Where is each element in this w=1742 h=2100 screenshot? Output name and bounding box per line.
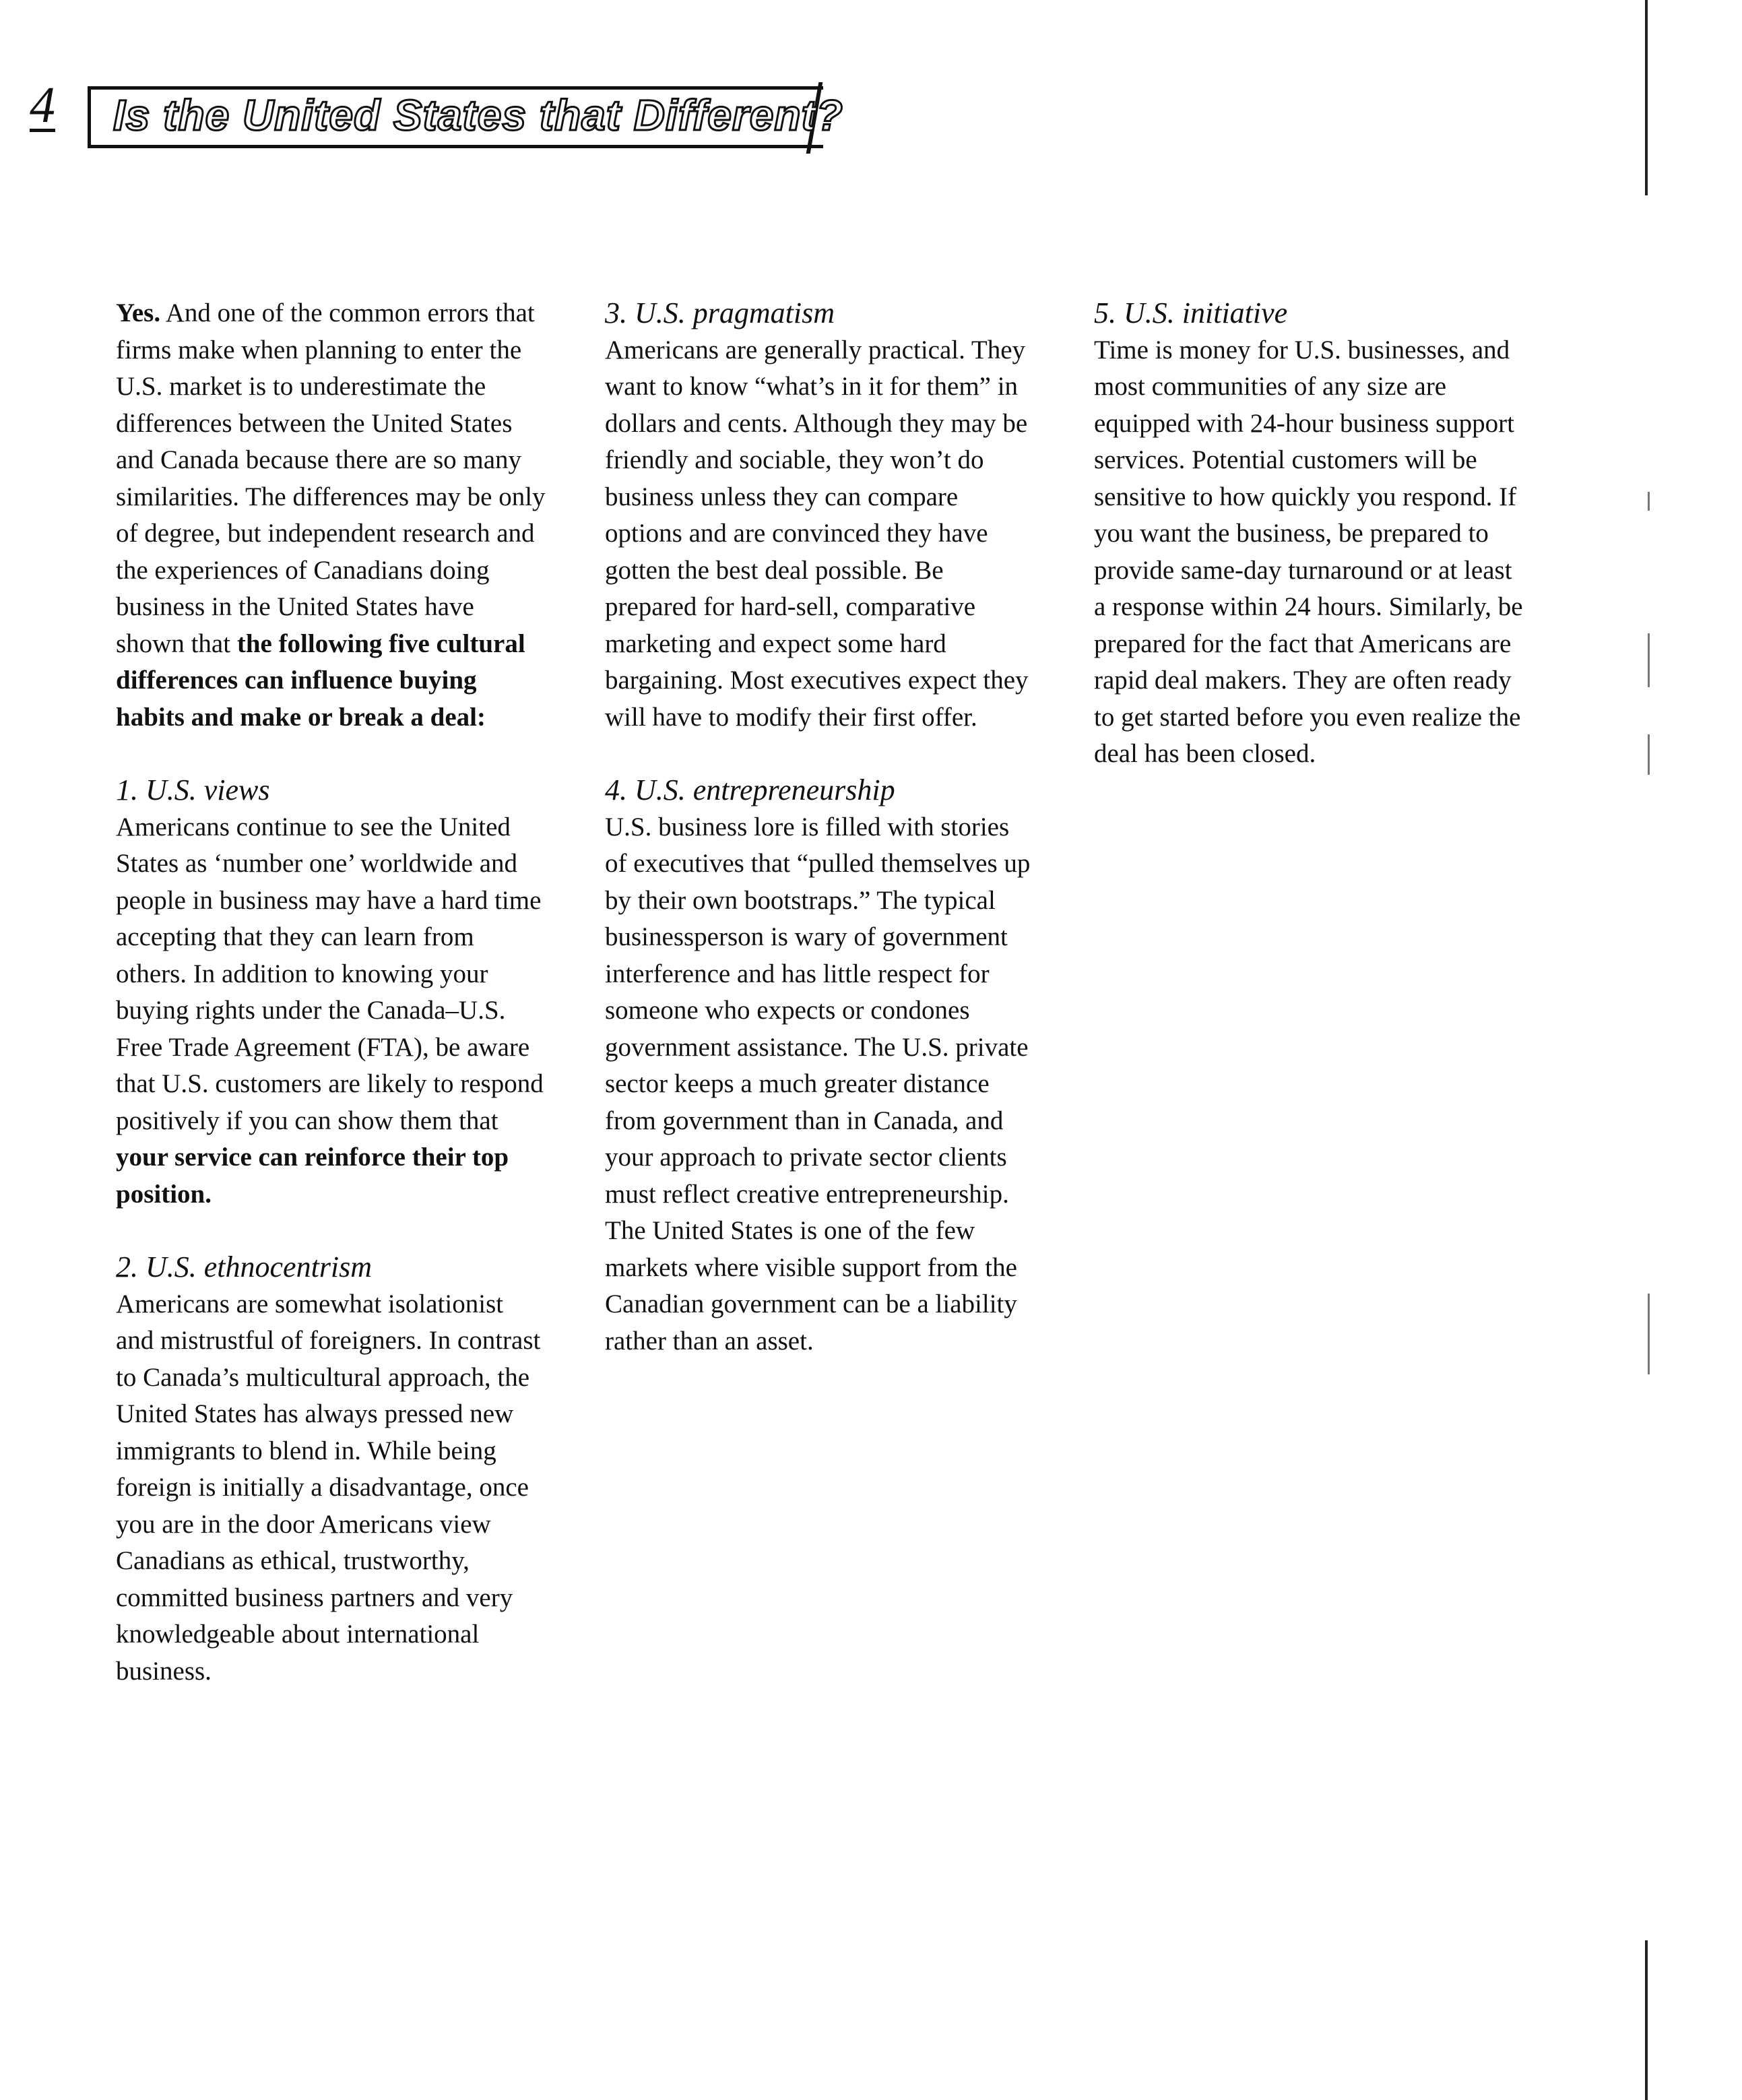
section-5-heading: 5. U.S. initiative (1094, 296, 1288, 329)
section-3-heading: 3. U.S. pragmatism (605, 296, 835, 329)
section-4-body: U.S. business lore is filled with stories of executives that “pulled themselves up by their own bootstraps.” The typical businessperson is wary of government interference and has little respect for someone who expects or condones government assistance. The U.S. private sector keeps a much greater distance from government than in Canada, and your approach to private sector clients must reflect creative entrepreneurship. The United States is one of the few markets where visible support from the Canadian government can be a liability rather than an asset. (605, 812, 1031, 1356)
intro-paragraph (116, 295, 547, 736)
margin-rule-bottom (1645, 1940, 1648, 2100)
section-2-body: Americans are somewhat isolationist and mistrustful of foreigners. In contrast to Canada’s multicultural approach, the United States has always pressed new immigrants to blend in. While being foreign is initially a disadvantage, once you are in the door Americans view Canadians as ethical, trustworthy, committed business partners and very knowledgeable about international business. (116, 1289, 541, 1686)
section-4-heading: 4. U.S. entrepreneurship (605, 773, 895, 806)
page-number: 4 (30, 77, 55, 133)
section-5-body: Time is money for U.S. businesses, and most communities of any size are equipped with 24-hour business support services. Potential customers will be sensitive to how quickly you respond. If you want the business, be prepared to provide same-day turnaround or at least a response within 24 hours. Similarly, be prepared for the fact that Americans are rapid deal makers. They are often ready to get started before you even realize the deal has been closed. (1094, 335, 1523, 768)
intro-yes: Yes. (116, 298, 161, 327)
intro-text: And one of the common errors that firms make when planning to enter the U.S. market is to underestimate the differences between the United States and Canada because there are so many similarities. The differences may be only of degree, but independent research and the experiences of Canadians doing business in the United States have shown that (116, 298, 546, 658)
column-3 (1094, 295, 1525, 773)
scan-mark (1648, 633, 1650, 687)
column-2 (605, 295, 1036, 1360)
section-1-bold: your service can reinforce their top position. (116, 1143, 509, 1209)
scan-mark (1648, 734, 1650, 775)
section-1-text: Americans continue to see the United States as ‘number one’ worldwide and people in business may have a hard time accepting that they can learn from others. In addition to knowing your buying rights under the Canada–U.S. Free Trade Agreement (FTA), be aware that U.S. customers are likely to respond positively if you can show them that (116, 812, 544, 1135)
scan-mark (1648, 1294, 1650, 1374)
intro-bold: the following five cultural differences can influence buying habits and make or break a deal: (116, 629, 525, 732)
scan-mark (1648, 492, 1650, 511)
margin-rule-top (1645, 0, 1648, 195)
section-3-body: Americans are generally practical. They want to know “what’s in it for them” in dollars and cents. Although they may be friendly and sociable, they won’t do business unless they can compare options and are convinced they have gotten the best deal possible. Be prepared for hard-sell, comparative marketing and expect some hard bargaining. Most executives expect they will have to modify their first offer. (605, 335, 1029, 732)
section-1-heading: 1. U.S. views (116, 773, 270, 806)
column-1 (116, 295, 547, 1690)
page-title: Is the United States that Different? (113, 91, 843, 139)
section-2-heading: 2. U.S. ethnocentrism (116, 1250, 373, 1283)
section-1-body (116, 809, 547, 1213)
